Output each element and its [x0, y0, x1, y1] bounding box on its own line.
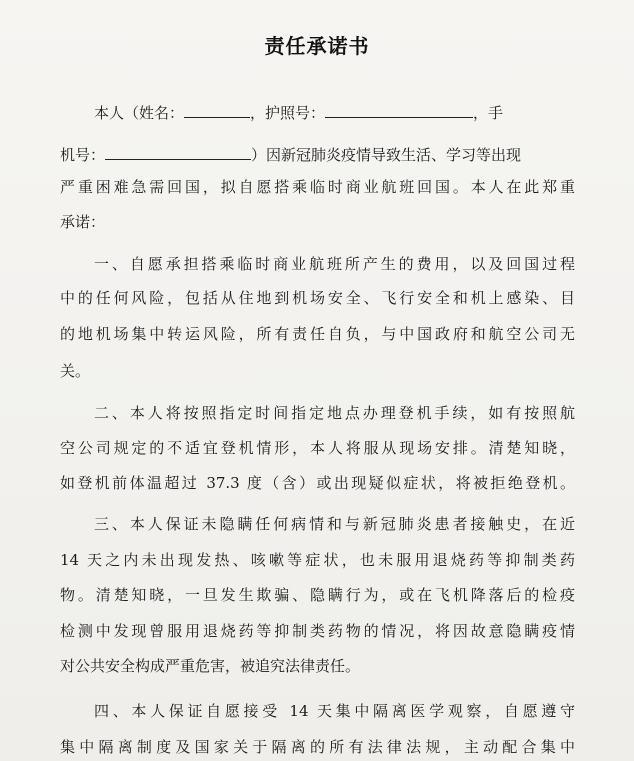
intro-line-1: [94, 103, 503, 123]
clause-2-line-1: 二、本人将按照指定时间指定地点办理登机手续，如有按照航: [94, 404, 575, 422]
clause-1-line-2: 中的任何风险，包括从住地到机场安全、飞行安全和机上感染、目: [60, 289, 575, 307]
intro-line-2: [60, 145, 521, 165]
intro-line-3: 严重困难急需回国，拟自愿搭乘临时商业航班回国。本人在此郑重: [60, 178, 575, 196]
clause-1-line-4: 关。: [60, 362, 91, 380]
clause-3-line-2: 14 天之内未出现发热、咳嗽等症状，也未服用退烧药等抑制类药: [60, 551, 575, 569]
clause-1-line-1: 一、自愿承担搭乘临时商业航班所产生的费用，以及回国过程: [94, 255, 575, 273]
clause-4-line-2: 集中隔离制度及国家关于隔离的所有法律法规，主动配合集中: [60, 738, 575, 756]
clause-3-line-1: 三、本人保证未隐瞒任何病情和与新冠肺炎患者接触史，在近: [94, 515, 575, 533]
clause-4-line-1: 四、本人保证自愿接受 14 天集中隔离医学观察，自愿遵守: [94, 702, 575, 720]
clause-3-line-3: 物。清楚知晓，一旦发生欺骗、隐瞒行为，或在飞机降落后的检疫: [60, 586, 575, 604]
document-title: 责任承诺书: [264, 34, 370, 58]
phone-blank: [105, 145, 251, 160]
intro-phone-label: ，手: [473, 104, 504, 122]
intro-passport-label: ，护照号：: [250, 104, 326, 122]
intro-phone-label-cont: 机号：: [60, 146, 106, 164]
clause-1-line-3: 的地机场集中转运风险，所有责任自负，与中国政府和航空公司无: [60, 325, 575, 343]
clause-3-line-5: 对公共安全构成严重危害，被追究法律责任。: [60, 657, 361, 675]
passport-blank: [325, 103, 473, 118]
clause-2-line-2: 空公司规定的不适宜登机情形，本人将服从现场安排。清楚知晓，: [60, 439, 575, 457]
intro-line-4: 承诺：: [60, 213, 106, 231]
clause-3-line-4: 检测中发现曾服用退烧药等抑制类药物的情况，将因故意隐瞒疫情: [60, 622, 575, 640]
intro-line-2-text: ）因新冠肺炎疫情导致生活、学习等出现: [251, 146, 522, 164]
intro-name-label: 本人（姓名：: [94, 104, 185, 122]
name-blank: [184, 103, 250, 118]
clause-2-line-3: 如登机前体温超过 37.3 度（含）或出现疑似症状，将被拒绝登机。: [60, 474, 575, 492]
